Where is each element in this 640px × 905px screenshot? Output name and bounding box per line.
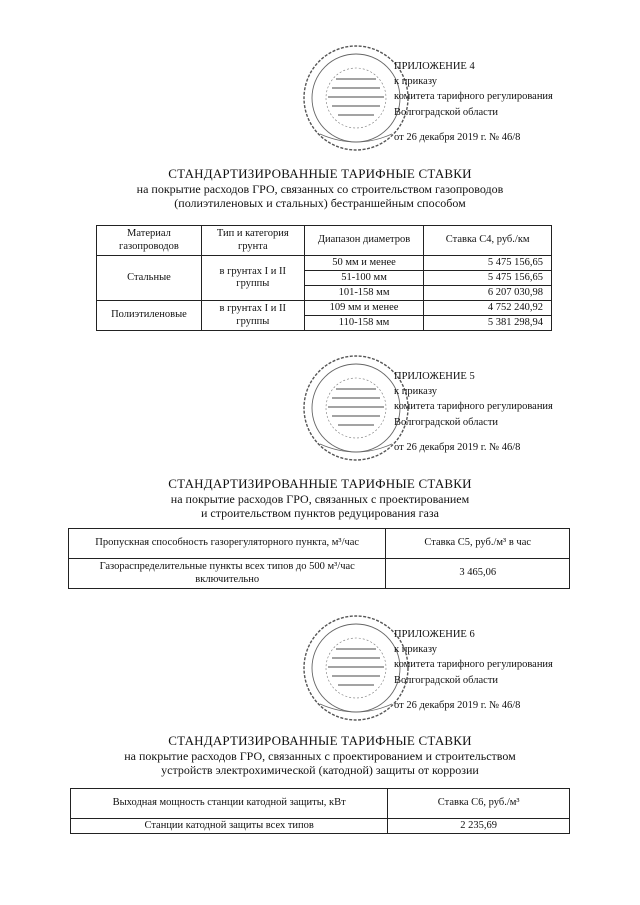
heading-title: СТАНДАРТИЗИРОВАННЫЕ ТАРИФНЫЕ СТАВКИ (168, 476, 472, 491)
header-capacity: Пропускная способность газорегуляторного пункта, м³/час (69, 529, 386, 559)
table-row (97, 256, 552, 271)
appendix-order-line: к приказу (394, 644, 437, 656)
header-rate: Ставка С6, руб./м³ (388, 789, 570, 819)
header-power: Выходная мощность станции катодной защиты, кВт (71, 789, 388, 819)
cell-range: 101-158 мм (304, 286, 424, 301)
table-header-row (71, 789, 570, 819)
header-material: Материал газопроводов (97, 226, 202, 256)
appendix-date: от 26 декабря 2019 г. № 46/8 (394, 441, 521, 453)
cell-range: 109 мм и менее (304, 301, 424, 316)
cell-range: 51-100 мм (304, 271, 424, 286)
tariff-table-c5 (68, 528, 570, 589)
cell-rate: 2 235,69 (388, 819, 570, 834)
header-rate: Ставка С5, руб./м³ в час (386, 529, 570, 559)
heading-title: СТАНДАРТИЗИРОВАННЫЕ ТАРИФНЫЕ СТАВКИ (168, 733, 472, 748)
appendix-order-line: к приказу (394, 386, 437, 398)
header-soil: Тип и категория грунта (201, 226, 304, 256)
heading-subtitle-1: на покрытие расходов ГРО, связанных с проектированием (170, 491, 470, 506)
table-row (69, 559, 570, 589)
cell-rate: 3 465,06 (386, 559, 570, 589)
cell-rate: 6 207 030,98 (424, 286, 552, 301)
cell-material: Полиэтиленовые (97, 301, 202, 331)
heading-subtitle-1: на покрытие расходов ГРО, связанных со строительством газопроводов (136, 181, 504, 196)
tariff-table-c6 (70, 788, 570, 834)
cell-description: Станции катодной защиты всех типов (71, 819, 388, 834)
cell-rate: 5 381 298,94 (424, 316, 552, 331)
appendix-order-line: к приказу (394, 76, 437, 88)
appendix-title: ПРИЛОЖЕНИЕ 5 (394, 371, 475, 382)
appendix-committee-line: комитета тарифного регулирования (394, 659, 553, 671)
table-header-row (69, 529, 570, 559)
tariff-table-c4 (96, 225, 552, 331)
section-heading (0, 166, 640, 210)
section-heading (0, 476, 640, 520)
table-header-row (97, 226, 552, 256)
appendix-committee-line: комитета тарифного регулирования (394, 401, 553, 413)
appendix-date: от 26 декабря 2019 г. № 46/8 (394, 699, 521, 711)
appendix-title: ПРИЛОЖЕНИЕ 4 (394, 61, 475, 72)
appendix-region-line: Волгоградской области (394, 106, 499, 118)
header-rate: Ставка С4, руб./км (424, 226, 552, 256)
appendix-date: от 26 декабря 2019 г. № 46/8 (394, 131, 521, 143)
table-row (71, 819, 570, 834)
appendix-block (394, 369, 553, 455)
cell-rate: 4 752 240,92 (424, 301, 552, 316)
appendix-committee-line: комитета тарифного регулирования (394, 91, 553, 103)
appendix-block (394, 627, 553, 713)
section-heading (0, 733, 640, 777)
heading-subtitle-2: устройств электрохимической (катодной) защиты от коррозии (161, 762, 479, 777)
cell-description: Газораспределительные пункты всех типов до 500 м³/час включительно (69, 559, 386, 589)
appendix-title: ПРИЛОЖЕНИЕ 6 (394, 629, 475, 640)
cell-range: 110-158 мм (304, 316, 424, 331)
cell-rate: 5 475 156,65 (424, 256, 552, 271)
heading-subtitle-1: на покрытие расходов ГРО, связанных с проектированием и строительством (124, 748, 516, 763)
cell-material: Стальные (97, 256, 202, 301)
cell-soil: в грунтах I и II группы (201, 301, 304, 331)
heading-subtitle-2: (полиэтиленовых и стальных) бестраншейным способом (174, 195, 466, 210)
heading-title: СТАНДАРТИЗИРОВАННЫЕ ТАРИФНЫЕ СТАВКИ (168, 166, 472, 181)
header-range: Диапазон диаметров (304, 226, 424, 256)
table-row (97, 301, 552, 316)
heading-subtitle-2: и строительством пунктов редуцирования газа (200, 505, 439, 520)
appendix-block (394, 59, 553, 145)
cell-rate: 5 475 156,65 (424, 271, 552, 286)
cell-soil: в грунтах I и II группы (201, 256, 304, 301)
appendix-region-line: Волгоградской области (394, 674, 499, 686)
appendix-region-line: Волгоградской области (394, 416, 499, 428)
cell-range: 50 мм и менее (304, 256, 424, 271)
